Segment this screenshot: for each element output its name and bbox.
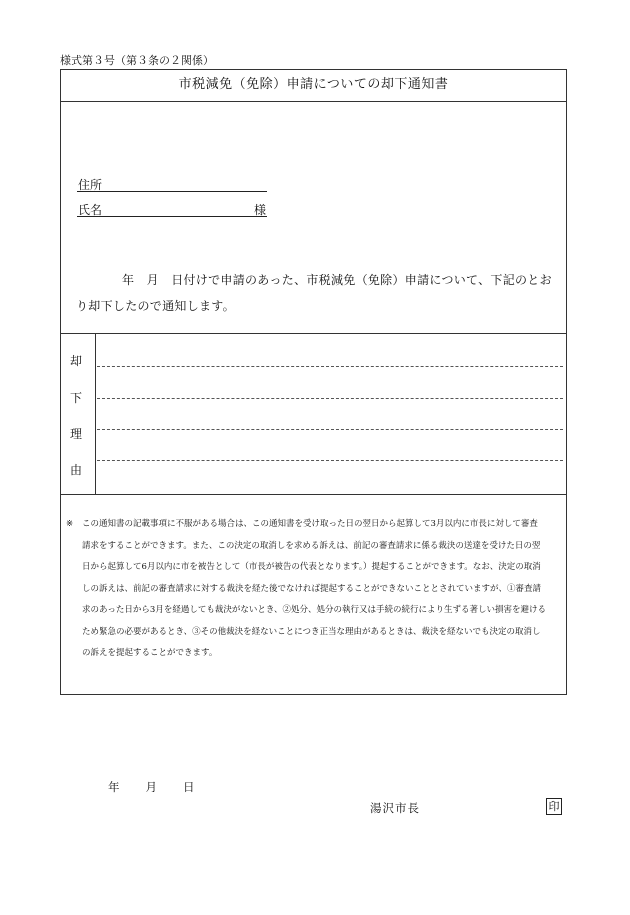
seal-mark: 印 [546,798,562,815]
reason-section-bottom-border [60,494,567,495]
name-field-line [77,216,267,217]
note-mark: ※ [66,519,74,529]
reason-label-char: 下 [70,391,83,405]
note-line: この通知書の記載事項に不服がある場合は、この通知書を受け取った日の翌日から起算して3月以内に市長に対して審査 [82,519,538,529]
honorific: 様 [254,203,267,217]
address-field-line [77,191,267,192]
note-line: 求のあった日から3月を経過しても裁決がないとき、②処分、処分の執行又は手続の続行により生ずる著しい損害を避ける [82,605,546,615]
reason-label-char: 理 [70,427,83,441]
note-line: 請求をすることができます。また、この決定の取消しを求める訴えは、前記の審査請求に係る裁決の送達を受けた日の翌 [82,540,541,551]
note-line: 日から起算して6月以内に市を被告として（市長が被告の代表となります。）提起することができます。なお、決定の取消 [82,562,541,572]
reason-label-char: 却 [70,354,83,368]
date-day-label: 日 [183,780,195,794]
appeal-notice [66,514,562,665]
form-number-label: 様式第３号（第３条の２関係） [60,54,214,67]
issuer-name: 湯沢市長 [370,801,420,815]
issue-date [108,779,195,795]
date-year-label: 年 [108,780,120,794]
reason-writing-line [97,366,563,367]
date-month-label: 月 [145,780,157,794]
reason-label-divider [95,333,96,494]
name-label: 氏名 [78,203,103,217]
reason-section-top-border [60,333,567,334]
note-line: の訴えを提起することができます。 [82,648,218,658]
reason-writing-line [97,398,563,399]
document-title: 市税減免（免除）申請についての却下通知書 [60,69,567,102]
notice-body-text: 年 月 日付けで申請のあった、市税減免（免除）申請について、下記のとおり却下したので通知します。 [76,273,552,313]
reason-writing-line [97,429,563,430]
address-label: 住所 [78,178,103,192]
reason-writing-line [97,460,563,461]
reason-label-char: 由 [70,463,83,477]
note-line: ため緊急の必要があるとき、③その他裁決を経ないことにつき正当な理由があるときは、裁決を経ないでも決定の取消し [82,626,541,637]
note-line: しの訴えは、前記の審査請求に対する裁決を経た後でなければ提起することができないこととされていますが、①審査請 [82,583,542,594]
